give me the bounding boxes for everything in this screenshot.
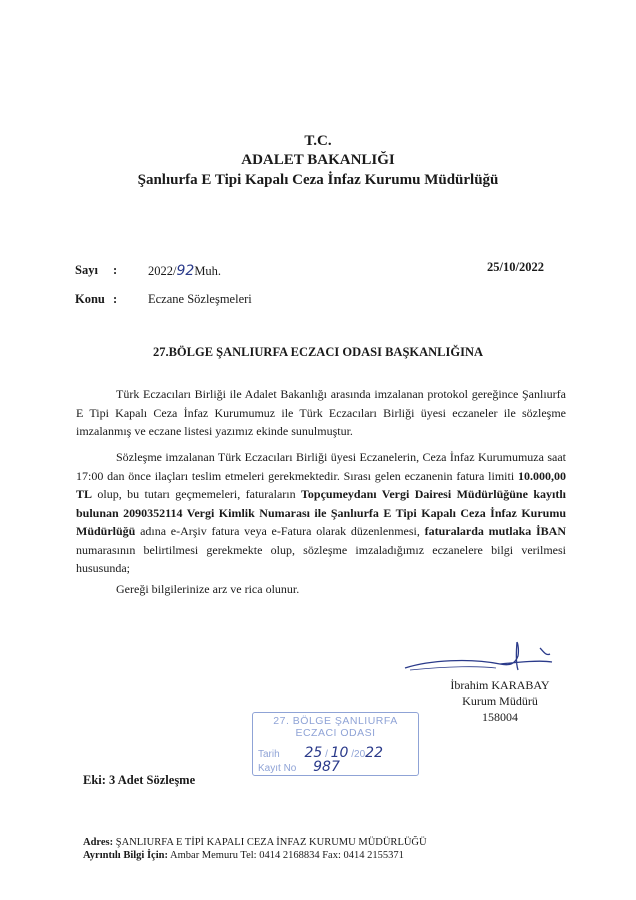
attachments-note: Eki: 3 Adet Sözleşme [83,773,196,787]
footer-address-value: ŞANLIURFA E TİPİ KAPALI CEZA İNFAZ KURUMU MÜDÜRLÜĞÜ [113,837,427,848]
footer-address [83,837,427,848]
receipt-stamp [252,712,419,776]
addressee: 27.BÖLGE ŞANLIURFA ECZACI ODASI BAŞKANLIĞINA [152,345,484,359]
sayi-prefix: 2022/ [148,264,177,278]
header-institution: Şanlıurfa E Tipi Kapalı Ceza İnfaz Kurumu Müdürlüğü [137,172,499,188]
p2-text-a: Sözleşme imzalanan Türk Eczacıları Birliği üyesi Eczanelerin, Ceza İnfaz Kurumumuza saat 17:00 dan önce ilaçları teslim etmeleri gerekmektedir. Sırası gelen eczanenin fatura limiti [76,450,566,483]
p2-fatura-limit: 10.000,00 TL [76,468,566,501]
p2-iban-bold: faturalarda mutlaka İBAN [424,524,566,538]
sayi-label: Sayı [75,263,98,277]
stamp-kayit-label: Kayıt No [258,763,297,774]
paragraph-3: Gereği bilgilerinize arz ve rica olunur. [116,582,300,596]
stamp-date-year: 22 [365,745,383,761]
header-ministry: ADALET BAKANLIĞI [241,152,395,168]
signature-block [440,677,560,725]
document-date: 25/10/2022 [487,260,544,274]
p2-text-c: olup, bu tutarı geçmemeleri, faturaların [92,487,302,501]
signer-title: Kurum Müdürü [462,694,538,708]
sayi-value [148,263,221,279]
stamp-date-row: Tarih 25 / 10 /2022 [258,745,383,761]
paragraph-1: Türk Eczacıları Birliği ile Adalet Bakanlığı arasında imzalanan protokol gereğince Şanlıurfa E Tipi Kapalı Ceza İnfaz Kurumumuz ile Türk Eczacıları Birliği üyesi eczaneler ile sözleşme imzalanmış ve eczane listesi yazımız ekinde sunulmuştur. [76,387,566,438]
stamp-date-year-prefix: /20 [351,749,366,760]
footer-contact [83,850,404,861]
sayi-handwritten-number: 92 [176,263,195,279]
footer-address-label: Adres: [83,837,114,848]
stamp-date-day: 25 [304,745,323,761]
konu-separator: : [113,292,118,306]
stamp-date-label: Tarih [258,749,280,760]
paragraph-2 [76,448,566,578]
p2-text-g: numarasının belirtilmesi gerekmekte olup, sözleşme imzaladığımız eczanelere bilgi verilmesi hususunda; [76,542,566,575]
sayi-suffix: Muh. [194,264,222,278]
footer-contact-value: Ambar Memuru Tel: 0414 2168834 Fax: 0414 2155371 [167,850,404,861]
signer-number: 158004 [482,710,518,724]
konu-label: Konu [75,292,105,306]
p2-tax-office-bold: Topçumeydanı Vergi Dairesi Müdürlüğüne kayıtlı bulunan 2090352114 Vergi Kimlik Numarası ile Şanlıurfa E Tipi Kapalı Ceza İnfaz Kurumu Müdürlüğü [76,487,566,538]
footer-contact-label: Ayrıntılı Bilgi İçin: [83,850,168,861]
header-tc: T.C. [304,133,332,149]
stamp-kayit-value: 987 [313,759,340,775]
p2-text-e: adına e-Arşiv fatura veya e-Fatura olarak düzenlenmesi, [135,524,425,538]
sayi-separator: : [113,263,118,277]
signer-name: İbrahim KARABAY [450,678,550,692]
stamp-org-line1: 27. BÖLGE ŞANLIURFA [273,715,398,727]
konu-value: Eczane Sözleşmeleri [148,292,252,306]
stamp-org-line2: ECZACI ODASI [295,727,376,739]
stamp-kayit-row [253,759,418,775]
signature-scribble [400,640,560,680]
stamp-date-month: 10 [330,745,349,761]
